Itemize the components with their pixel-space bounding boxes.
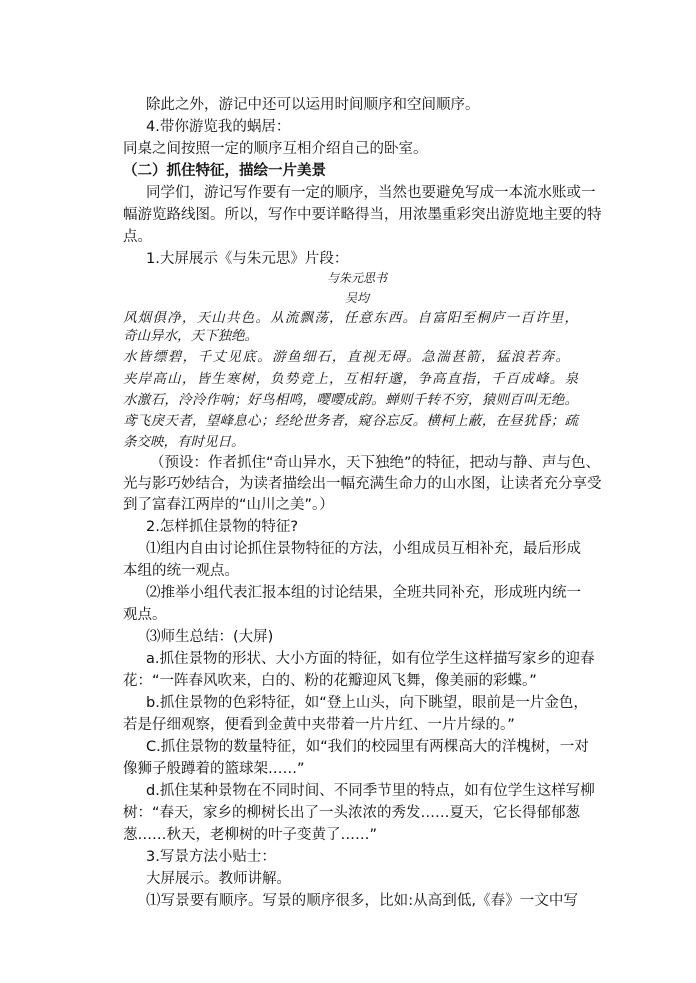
preset-line-1: （预设：作者抓住“奇山异水，天下独绝”的特征，把动与静、声与色、 <box>150 455 601 471</box>
poem-line-1: 风烟俱净，天山共色。从流飘荡，任意东西。自富阳至桐庐一百许里， <box>123 310 578 326</box>
preset-line-3: 到了富春江两岸的“山川之美”。） <box>123 497 334 513</box>
intro-line-3: 点。 <box>123 229 152 245</box>
point-b-line-2: 若是仔细观察，便看到金黄中夹带着一片片红、一片片绿的。” <box>123 717 515 733</box>
poem-line-4: 夹岸高山，皆生寒树，负势竞上，互相轩邈，争高直指，千百成峰。泉 <box>123 371 578 387</box>
poem-line-7: 条交映，有时见日。 <box>123 434 245 450</box>
point-d-line-1: d.抓住某种景物在不同时间、不同季节里的特点，如有位学生这样写柳 <box>146 783 595 799</box>
item-3-heading: 3.写景方法小贴士： <box>146 849 276 865</box>
poem-line-6: 鸢飞戾天者，望峰息心；经纶世务者，窥谷忘反。横柯上蔽，在昼犹昏；疏 <box>123 413 578 429</box>
intro-line-2: 幅游览路线图。所以，写作中要详略得当，用浓墨重彩突出游览地主要的特 <box>123 207 602 223</box>
step-1-line-1: ⑴组内自由讨论抓住景物特征的方法，小组成员互相补充，最后形成 <box>146 541 581 557</box>
point-a-line-1: a.抓住景物的形状、大小方面的特征，如有位学生这样描写家乡的迎春 <box>146 651 595 667</box>
preset-line-2: 光与影巧妙结合，为读者描绘出一幅充满生命力的山水图，让读者充分享受 <box>123 476 602 492</box>
tip-1-line-1: ⑴写景要有顺序。写景的顺序很多，比如:从高到低,《春》一文中写 <box>146 893 578 909</box>
intro-line-1: 同学们，游记写作要有一定的顺序，当然也要避免写成一本流水账或一 <box>146 185 596 201</box>
item-4-task: 同桌之间按照一定的顺序互相介绍自己的卧室。 <box>123 141 428 157</box>
poem-line-2: 奇山异水，天下独绝。 <box>123 328 258 344</box>
item-4-heading: 4.带你游览我的蜗居： <box>146 119 291 135</box>
item-3-instruction: 大屏展示。教师讲解。 <box>146 871 291 887</box>
item-1-heading: 1.大屏展示《与朱元思》片段： <box>146 251 349 267</box>
step-1-line-2: 本组的统一观点。 <box>123 563 239 579</box>
step-2-line-1: ⑵推举小组代表汇报本组的讨论结果，全班共同补充，形成班内统一 <box>146 585 581 601</box>
section-2-heading: （二）抓住特征，描绘一片美景 <box>123 163 326 179</box>
point-d-line-2: 树：“春天，家乡的柳树长出了一头浓浓的秀发……夏天，它长得郁郁葱 <box>123 805 581 821</box>
step-3-heading: ⑶师生总结：(大屏) <box>146 629 274 645</box>
paragraph-sequence-note: 除此之外，游记中还可以运用时间顺序和空间顺序。 <box>146 97 480 113</box>
poem-line-3: 水皆缥碧，千丈见底。游鱼细石，直视无碍。急湍甚箭，猛浪若奔。 <box>123 349 569 365</box>
point-c-line-1: C.抓住景物的数量特征，如“我们的校园里有两棵高大的洋槐树，一对 <box>146 739 589 755</box>
step-2-line-2: 观点。 <box>123 607 167 623</box>
point-b-line-1: b.抓住景物的色彩特征，如“登上山头，向下眺望，眼前是一片金色， <box>146 695 588 711</box>
item-2-heading: 2.怎样抓住景物的特征? <box>146 519 299 535</box>
poem-author: 吴均 <box>345 291 370 305</box>
poem-line-5: 水激石，泠泠作响；好鸟相鸣，嘤嘤成韵。蝉则千转不穷，猿则百叫无绝。 <box>123 392 578 408</box>
point-d-line-3: 葱……秋天，老柳树的叶子变黄了……” <box>123 827 378 843</box>
point-c-line-2: 像狮子般蹲着的篮球架……” <box>123 761 305 777</box>
poem-title: 与朱元思书 <box>327 271 388 285</box>
point-a-line-2: 花：“一阵春风吹来，白的、粉的花瓣迎风飞舞，像美丽的彩蝶。” <box>123 673 537 689</box>
